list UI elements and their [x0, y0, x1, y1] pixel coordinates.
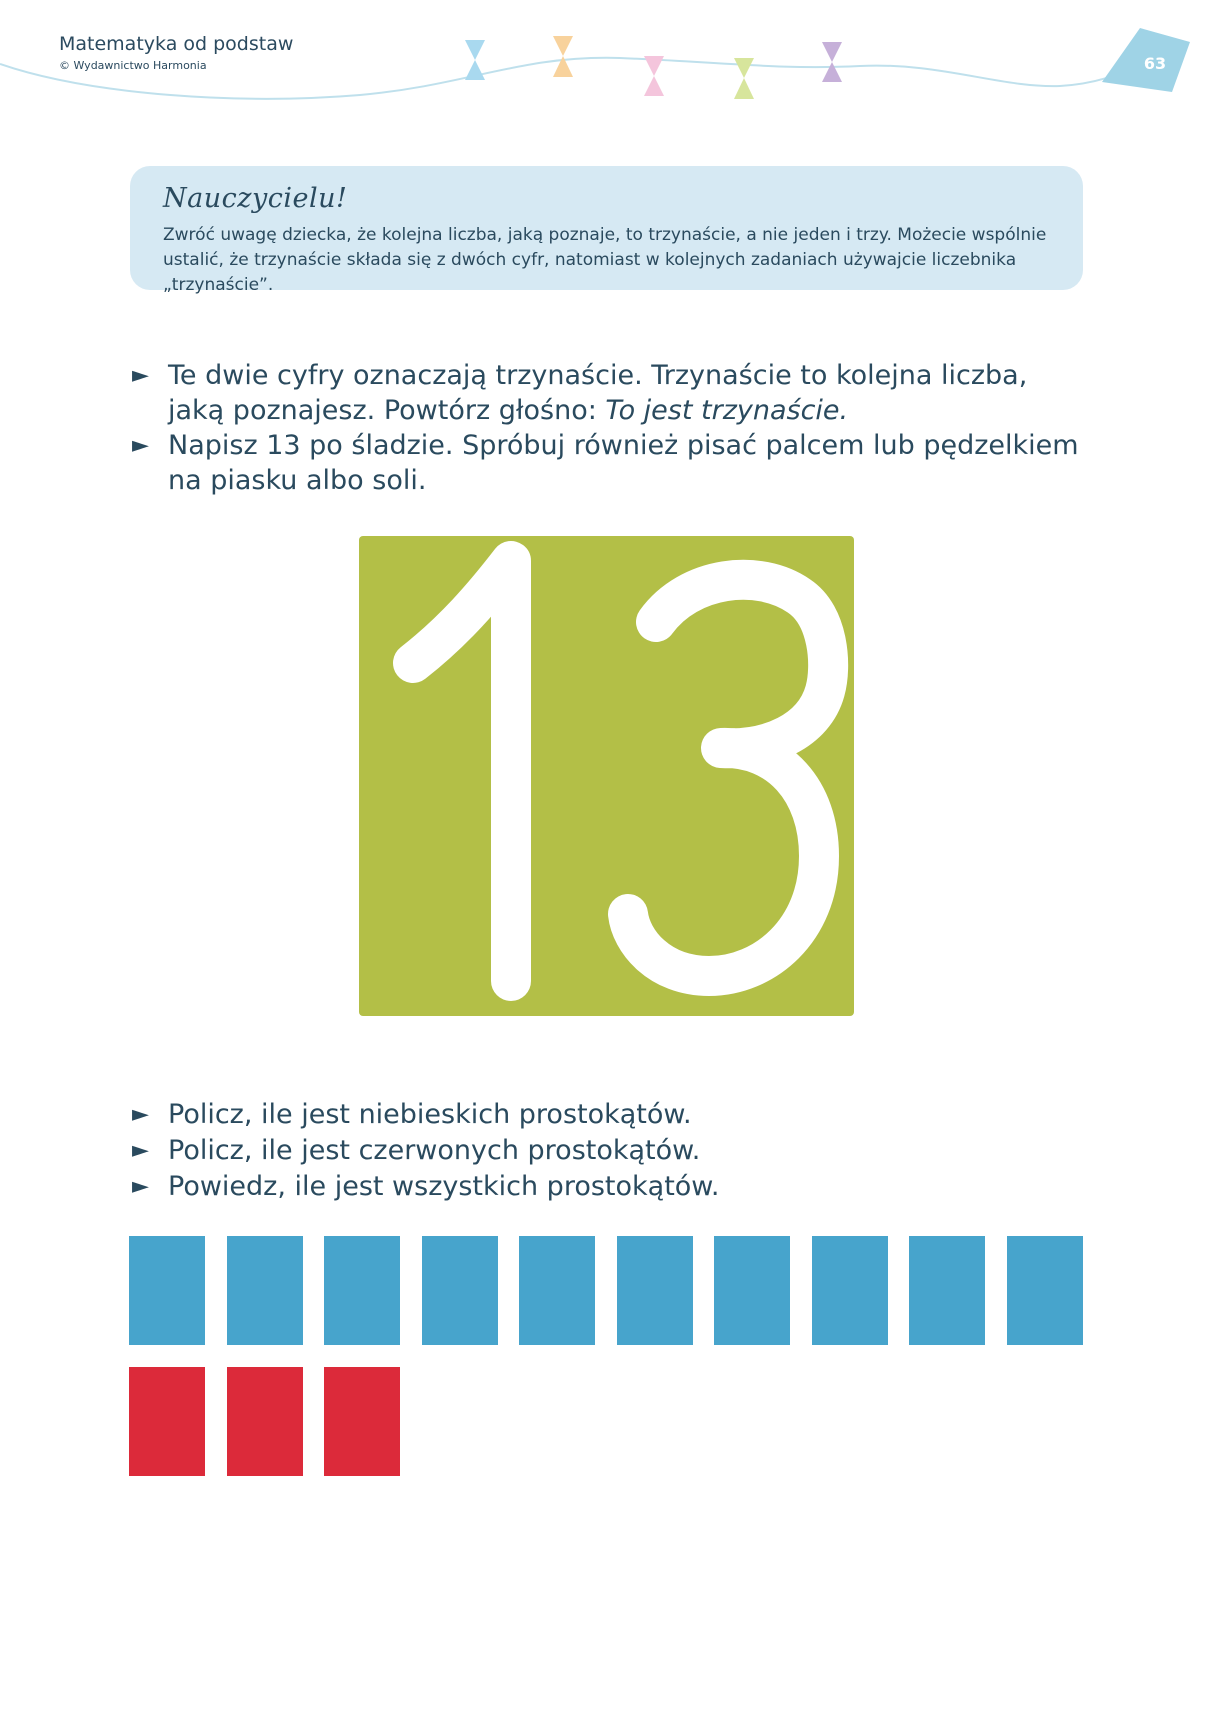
red-rectangle: [227, 1367, 303, 1476]
instruction-text: Napisz 13 po śladzie. Spróbuj również pisać palcem lub pędzelkiem na piasku albo soli.: [168, 430, 1079, 496]
instruction-emphasis: To jest trzynaście.: [605, 395, 849, 426]
publisher-credit: © Wydawnictwo Harmonia: [59, 59, 207, 72]
teacher-note-heading: Nauczycielu!: [163, 183, 348, 214]
red-rectangle: [129, 1367, 205, 1476]
instruction-text: Policz, ile jest czerwonych prostokątów.: [168, 1135, 701, 1166]
blue-rectangle: [422, 1236, 498, 1345]
bow-icon: [644, 56, 664, 96]
triangle-bullet-icon: ►: [132, 433, 149, 458]
blue-rectangle: [129, 1236, 205, 1345]
blue-rectangle: [227, 1236, 303, 1345]
instruction-text: Te dwie cyfry oznaczają trzynaście. Trzynaście to kolejna liczba, jaką poznajesz. Powtórz głośno: To jest trzynaście.: [168, 360, 1028, 426]
triangle-bullet-icon: ►: [132, 1138, 149, 1163]
blue-rectangle: [714, 1236, 790, 1345]
blue-rectangle: [812, 1236, 888, 1345]
triangle-bullet-icon: ►: [132, 363, 149, 388]
instruction-item: [132, 358, 1092, 428]
red-rectangle: [324, 1367, 400, 1476]
bow-icon: [465, 40, 485, 80]
blue-rectangle: [909, 1236, 985, 1345]
page-header: [0, 0, 1211, 110]
triangle-bullet-icon: ►: [132, 1174, 149, 1199]
blue-rectangle: [519, 1236, 595, 1345]
triangle-bullet-icon: ►: [132, 1102, 149, 1127]
number-thirteen-glyph: [359, 523, 854, 1016]
blue-rectangle: [617, 1236, 693, 1345]
kite-string-decoration: [0, 0, 1211, 110]
instruction-item: [132, 1097, 1092, 1132]
blue-rectangle: [1007, 1236, 1083, 1345]
bow-icon: [553, 36, 573, 77]
teacher-note-body: Zwróć uwagę dziecka, że kolejna liczba, jaką poznaje, to trzynaście, a nie jeden i trzy. Możecie wspólnie ustalić, że trzynaście składa się z dwóch cyfr, natomiast w kolejnych zadaniach używajcie liczebnika „trzynaście”.: [163, 225, 1047, 295]
instruction-text: Powiedz, ile jest wszystkich prostokątów.: [168, 1171, 720, 1202]
number-card-value: 13: [359, 523, 377, 540]
page-number: 63: [1143, 54, 1167, 73]
instruction-text: Policz, ile jest niebieskich prostokątów.: [168, 1099, 692, 1130]
instruction-item: [132, 1169, 1092, 1204]
bow-icon: [822, 42, 842, 82]
blue-rectangle: [324, 1236, 400, 1345]
book-title: Matematyka od podstaw: [59, 33, 294, 55]
instruction-item: [132, 1133, 1092, 1168]
teacher-note: [130, 166, 1083, 295]
number-tracing-card: [359, 523, 854, 1016]
instruction-item: [132, 428, 1092, 498]
